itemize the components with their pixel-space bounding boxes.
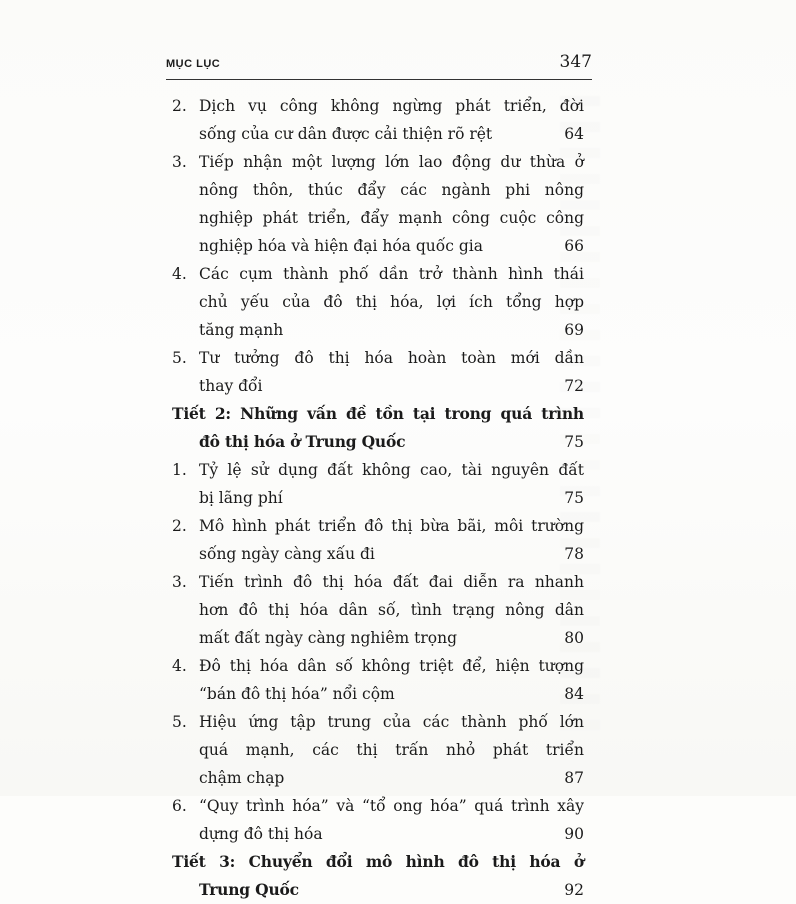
entry-text: Đô thị hóa dân số không triệt để, hiện tượng bbox=[199, 657, 584, 675]
entry-text: Các cụm thành phố dần trở thành hình thái bbox=[199, 265, 584, 283]
entry-number: 5. bbox=[172, 349, 187, 367]
toc-line bbox=[172, 400, 584, 428]
toc-line bbox=[172, 624, 584, 652]
toc-line bbox=[172, 372, 584, 400]
toc-section bbox=[172, 400, 584, 456]
toc-entry bbox=[172, 512, 584, 568]
entry-text: chậm chạp bbox=[199, 769, 285, 787]
toc-line bbox=[172, 680, 584, 708]
toc-line bbox=[172, 568, 584, 596]
entry-page-number: 92 bbox=[564, 881, 584, 899]
entry-text: Trung Quốc bbox=[199, 880, 299, 899]
toc-line bbox=[172, 260, 584, 288]
entry-page-number: 84 bbox=[564, 685, 584, 703]
entry-number: 6. bbox=[172, 797, 187, 815]
entry-text: sống của cư dân được cải thiện rõ rệt bbox=[199, 125, 493, 143]
toc-line bbox=[172, 708, 584, 736]
toc-line bbox=[172, 92, 584, 120]
entry-text: Tư tưởng đô thị hóa hoàn toàn mới dần bbox=[199, 349, 584, 367]
entry-text: nông thôn, thúc đẩy các ngành phi nông bbox=[199, 181, 584, 199]
entry-page-number: 64 bbox=[564, 125, 584, 143]
entry-text: Tiếp nhận một lượng lớn lao động dư thừa ở bbox=[199, 153, 584, 171]
entry-text: Tiến trình đô thị hóa đất đai diễn ra nhanh bbox=[199, 573, 584, 591]
toc-line bbox=[172, 792, 584, 820]
entry-text: đô thị hóa ở Trung Quốc bbox=[199, 432, 406, 451]
toc-entry bbox=[172, 792, 584, 848]
entry-text: sống ngày càng xấu đi bbox=[199, 545, 375, 563]
entry-text: Tiết 3: Chuyển đổi mô hình đô thị hóa ở bbox=[172, 852, 584, 871]
entry-page-number: 87 bbox=[564, 769, 584, 787]
entry-number: 3. bbox=[172, 573, 187, 591]
toc-line bbox=[172, 484, 584, 512]
page-header bbox=[166, 52, 592, 76]
entry-text: Mô hình phát triển đô thị bừa bãi, môi trường bbox=[199, 517, 584, 535]
entry-text: Hiệu ứng tập trung của các thành phố lớn bbox=[199, 713, 584, 731]
toc-line bbox=[172, 176, 584, 204]
toc-line bbox=[172, 876, 584, 904]
entry-number: 2. bbox=[172, 97, 187, 115]
toc-line bbox=[172, 652, 584, 680]
entry-text: chủ yếu của đô thị hóa, lợi ích tổng hợp bbox=[199, 293, 584, 311]
entry-page-number: 72 bbox=[564, 377, 584, 395]
entry-text: Dịch vụ công không ngừng phát triển, đời bbox=[199, 97, 584, 115]
entry-page-number: 80 bbox=[564, 629, 584, 647]
toc-entry bbox=[172, 708, 584, 792]
toc-line bbox=[172, 456, 584, 484]
entry-page-number: 75 bbox=[564, 433, 584, 451]
entry-text: dựng đô thị hóa bbox=[199, 825, 323, 843]
running-head: MỤC LỤC bbox=[166, 58, 221, 70]
toc-entry bbox=[172, 148, 584, 260]
entry-page-number: 69 bbox=[564, 321, 584, 339]
toc-line bbox=[172, 316, 584, 344]
entry-text: bị lãng phí bbox=[199, 489, 283, 507]
toc-line bbox=[172, 820, 584, 848]
toc-entry bbox=[172, 456, 584, 512]
header-rule bbox=[166, 79, 592, 80]
entry-text: quá mạnh, các thị trấn nhỏ phát triển bbox=[199, 741, 584, 759]
entry-text: “Quy trình hóa” và “tổ ong hóa” quá trình xây bbox=[199, 797, 584, 815]
toc-section bbox=[172, 848, 584, 904]
entry-number: 4. bbox=[172, 265, 187, 283]
toc-line bbox=[172, 764, 584, 792]
entry-text: Tiết 2: Những vấn đề tồn tại trong quá trình bbox=[172, 404, 584, 423]
entry-text: Tỷ lệ sử dụng đất không cao, tài nguyên đất bbox=[199, 461, 584, 479]
toc-entry bbox=[172, 652, 584, 708]
toc-line bbox=[172, 120, 584, 148]
entry-page-number: 66 bbox=[564, 237, 584, 255]
entry-page-number: 78 bbox=[564, 545, 584, 563]
entry-text: nghiệp phát triển, đẩy mạnh công cuộc công bbox=[199, 209, 584, 227]
toc-line bbox=[172, 288, 584, 316]
entry-page-number: 90 bbox=[564, 825, 584, 843]
entry-text: mất đất ngày càng nghiêm trọng bbox=[199, 629, 458, 647]
entry-number: 5. bbox=[172, 713, 187, 731]
toc-line bbox=[172, 148, 584, 176]
entry-number: 4. bbox=[172, 657, 187, 675]
entry-text: hơn đô thị hóa dân số, tình trạng nông dân bbox=[199, 601, 584, 619]
toc-line bbox=[172, 428, 584, 456]
toc-line bbox=[172, 204, 584, 232]
toc-line bbox=[172, 540, 584, 568]
toc-line bbox=[172, 736, 584, 764]
entry-text: tăng mạnh bbox=[199, 321, 284, 339]
toc-line bbox=[172, 232, 584, 260]
entry-number: 2. bbox=[172, 517, 187, 535]
entry-text: “bán đô thị hóa” nổi cộm bbox=[199, 685, 395, 703]
entry-number: 1. bbox=[172, 461, 187, 479]
toc-entry bbox=[172, 260, 584, 344]
toc-line bbox=[172, 596, 584, 624]
entry-page-number: 75 bbox=[564, 489, 584, 507]
toc-line bbox=[172, 344, 584, 372]
entry-text: thay đổi bbox=[199, 377, 263, 395]
entry-text: nghiệp hóa và hiện đại hóa quốc gia bbox=[199, 237, 483, 255]
toc-entry bbox=[172, 92, 584, 148]
toc-line bbox=[172, 512, 584, 540]
page-number: 347 bbox=[559, 52, 592, 72]
entry-number: 3. bbox=[172, 153, 187, 171]
toc-entry bbox=[172, 568, 584, 652]
table-of-contents bbox=[172, 92, 584, 904]
toc-entry bbox=[172, 344, 584, 400]
toc-line bbox=[172, 848, 584, 876]
